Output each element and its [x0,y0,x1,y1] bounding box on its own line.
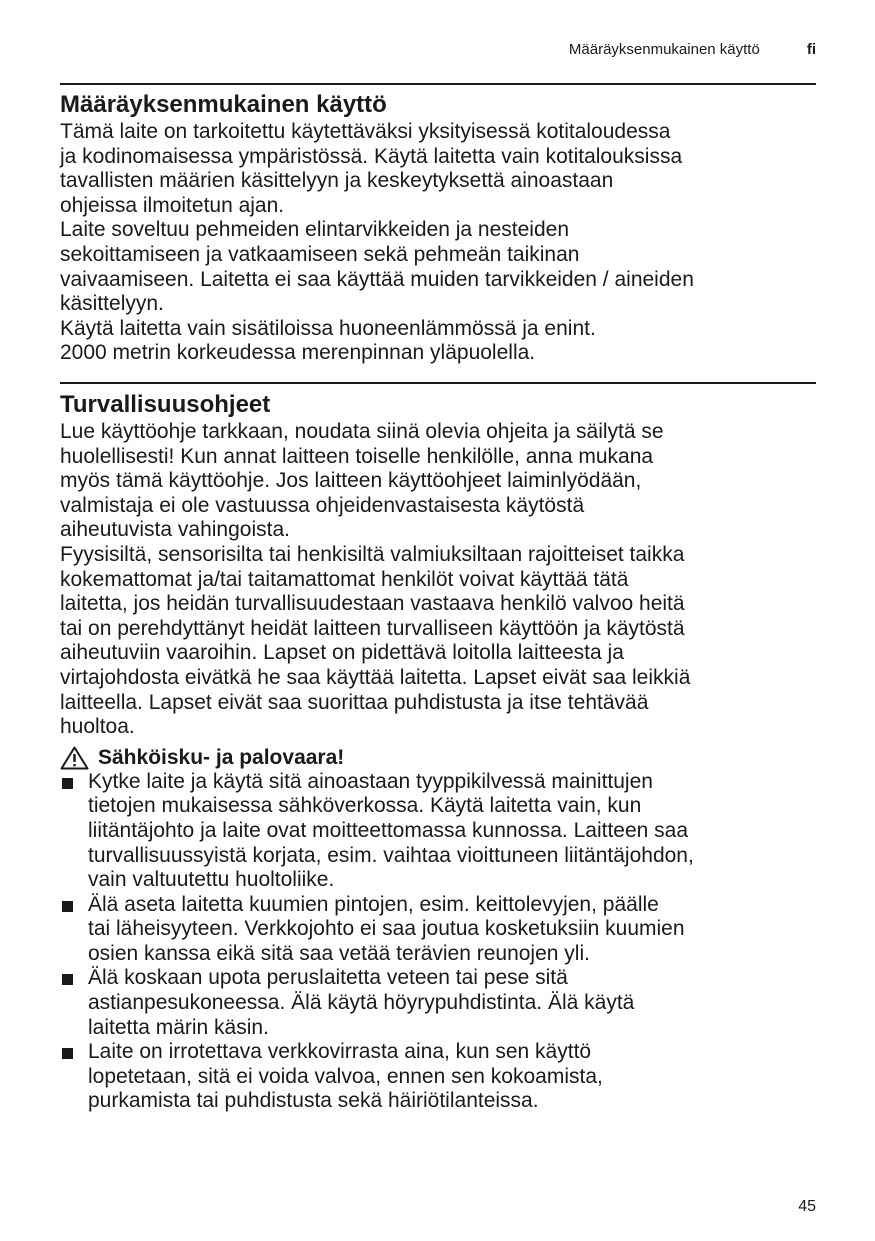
list-item-text: Laite on irrotettava verkkovirrasta aina, kun sen käyttö lopetetaan, sitä ei voida valvoa, ennen sen kokoamista, purkamista tai puhdistusta sekä häiriötilanteissa. [88,1040,603,1113]
header-rule [60,83,816,85]
bullet-square-icon [62,778,73,789]
language-code: fi [806,41,816,58]
warning-heading [60,746,816,770]
running-header-title: Määräyksenmukainen käyttö [568,41,760,58]
intended-use-heading: Määräyksenmukainen käyttö [60,91,387,118]
safety-paragraph: Lue käyttöohje tarkkaan, noudata siinä olevia ohjeita ja säilytä se huolellisesti! Kun annat laitteen toiselle henkilölle, anna mukana myös tämä käyttöohje. Jos laitteen käyttöohjeet laiminlyödään, valmistaja ei ole vastuussa ohjeidenvastaisesta käytöstä aiheutuvista vahingoista. Fyysisiltä, sensorisilta tai henkisiltä valmiuksiltaan rajoitteiset taikka kokemattomat ja/tai taitamattomat henkilöt voivat käyttää tätä laitetta, jos heidän turvallisuudestaan vastaava henkilö valvoo heitä tai on perehdyttänyt heidät laitteen turvalliseen käyttöön ja käytöstä aiheutuviin vaaroihin. Lapset on pidettävä loitolla laitteesta ja virtajohdosta eivätkä he saa käyttää laitetta. Lapset eivät saa leikkiä laitteella. Lapset eivät saa suorittaa puhdistusta ja itse tehtävää huoltoa. [60,420,691,739]
intended-use-section [60,90,816,366]
running-header [569,40,816,60]
list-item [60,966,816,1040]
warning-heading-text: Sähköisku- ja palovaara! [98,745,345,769]
bullet-square-icon [62,901,73,912]
section-rule [60,382,816,384]
bullet-square-icon [62,974,73,985]
warning-list [60,770,816,1114]
manual-page [60,0,816,1241]
safety-section [60,390,816,1114]
safety-heading: Turvallisuusohjeet [60,391,271,418]
list-item [60,770,816,893]
warning-triangle-icon [60,746,89,770]
list-item [60,893,816,967]
list-item-text: Älä koskaan upota peruslaitetta veteen tai pese sitä astianpesukoneessa. Älä käytä höyrypuhdistinta. Älä käytä laitetta märin käsin. [88,966,635,1039]
intended-use-paragraph: Tämä laite on tarkoitettu käytettäväksi yksityisessä kotitaloudessa ja kodinomaisessa ympäristössä. Käytä laitetta vain kotitalouksissa tavallisten määrien käsittelyyn ja keskeytyksettä ainoastaan ohjeissa ilmoitetun ajan. Laite soveltuu pehmeiden elintarvikkeiden ja nesteiden sekoittamiseen ja vatkaamiseen sekä pehmeän taikinan vaivaamiseen. Laitetta ei saa käyttää muiden tarvikkeiden / aineiden käsittelyyn. Käytä laitetta vain sisätiloissa huoneenlämmössä ja enint. 2000 metrin korkeudessa merenpinnan yläpuolella. [60,120,694,365]
page-number: 45 [798,1198,816,1215]
list-item [60,1040,816,1114]
list-item-text: Kytke laite ja käytä sitä ainoastaan tyyppikilvessä mainittujen tietojen mukaisessa sähköverkossa. Käytä laitetta vain, kun liitäntäjohto ja laite ovat moitteettomassa kunnossa. Laitteen saa turvallisuussyistä korjata, esim. vaihtaa vioittuneen liitäntäjohdon, vain valtuutettu huoltoliike. [88,769,694,892]
bullet-square-icon [62,1048,73,1059]
list-item-text: Älä aseta laitetta kuumien pintojen, esim. keittolevyjen, päälle tai läheisyyteen. Verkkojohto ei saa joutua kosketuksiin kuumien osien kanssa eikä sitä saa vetää terävien reunojen yli. [88,892,685,965]
